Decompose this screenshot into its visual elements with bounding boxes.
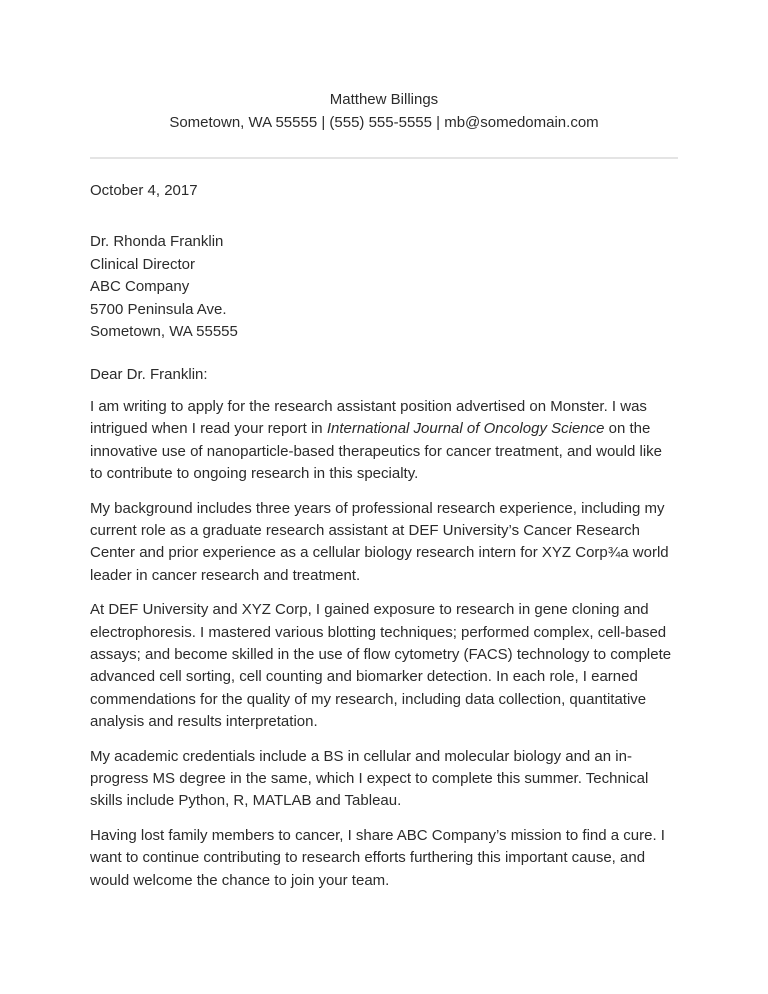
paragraph-1-text-after: on the innovative use of nanoparticle-based therapeutics for cancer treatment, and would like to contribute to ongoing research in this specialty. <box>90 420 662 483</box>
recipient-name: Dr. Rhonda Franklin <box>90 233 224 250</box>
sender-contact: Sometown, WA 55555 | (555) 555-5555 | mb@somedomain.com <box>169 114 599 131</box>
header-divider <box>90 157 678 159</box>
recipient-street: 5700 Peninsula Ave. <box>90 300 227 318</box>
journal-title: International Journal of Oncology Science <box>326 420 605 438</box>
recipient-block <box>90 231 678 344</box>
letter-header <box>90 88 678 134</box>
body-paragraph-1 <box>90 396 678 486</box>
salutation: Dear Dr. Franklin: <box>90 365 208 383</box>
recipient-company: ABC Company <box>90 278 190 295</box>
recipient-title: Clinical Director <box>90 255 196 273</box>
letter-date: October 4, 2017 <box>90 182 198 199</box>
recipient-city: Sometown, WA 55555 <box>90 323 238 340</box>
body-paragraph-3: At DEF University and XYZ Corp, I gained exposure to research in gene cloning and electrophoresis. I mastered various blotting techniques; performed complex, cell-based assays; and become skilled in the use of flow cytometry (FACS) technology to complete advanced cell sorting, cell counting and biomarker detection. In each role, I earned commendations for the quality of my research, including data collection, quantitative analysis and results interpretation. <box>90 601 672 731</box>
body-paragraph-2: My background includes three years of professional research experience, including my current role as a graduate research assistant at DEF University’s Cancer Research Center and prior experience as a cellular biology research intern for XYZ Corp¾a world leader in cancer research and treatment. <box>90 499 669 584</box>
sender-name: Matthew Billings <box>329 91 439 108</box>
paragraph-1-text-before: I am writing to apply for the research assistant position advertised on Monster. I was intrigued when I read your report in <box>90 397 647 438</box>
body-paragraph-4: My academic credentials include a BS in cellular and molecular biology and an in-progress MS degree in the same, which I expect to complete this summer. Technical skills include Python, R, MATLAB and Tableau. <box>90 747 649 810</box>
body-paragraph-5: Having lost family members to cancer, I share ABC Company’s mission to find a cure. I want to continue contributing to research efforts furthering this important cause, and would welcome the chance to join your team. <box>90 826 665 889</box>
